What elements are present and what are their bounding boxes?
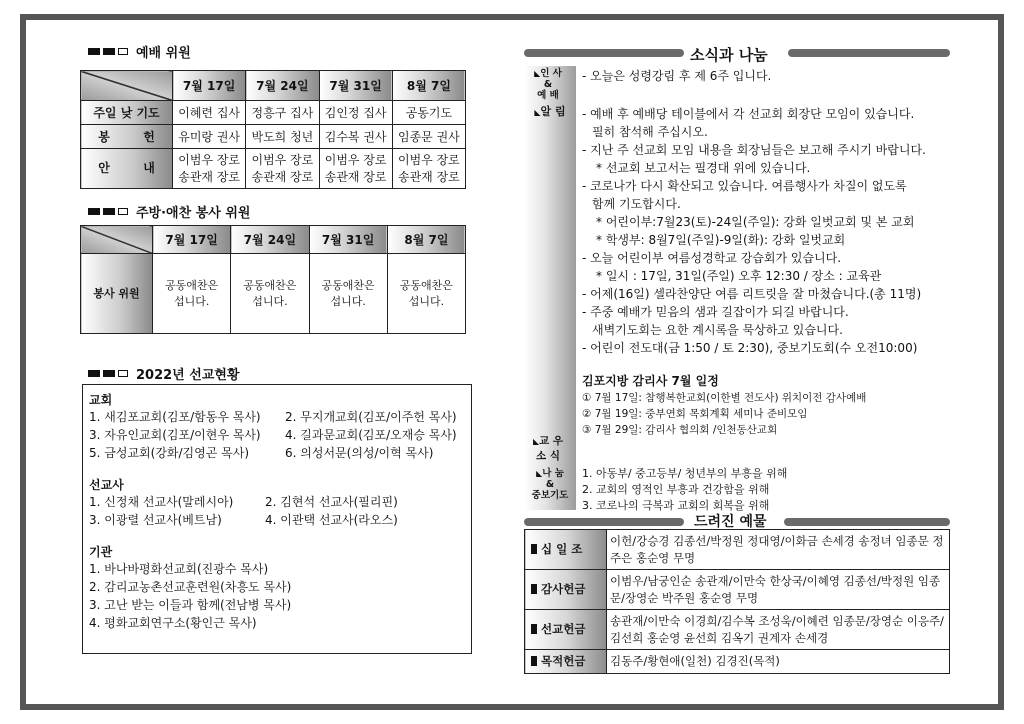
table-cell: 공동애찬은 섭니다.: [153, 254, 231, 334]
date-header: 7월 31일: [309, 226, 387, 254]
offering-names: 이범우/남궁인순 송관재/이만숙 한상국/이혜영 김종선/박정원 임종문/장영순 박주원 홍순영 무명: [607, 570, 950, 610]
row-label: 안 내: [81, 149, 173, 189]
list-item: 5. 금성교회(강화/김영곤 목사) 6. 의성서문(의성/이혁 목사): [89, 446, 434, 460]
notice-line: * 학생부: 8월7일(주일)-9일(화): 강화 일벗교회: [596, 233, 846, 247]
title-bar: [788, 49, 950, 57]
section-marker-icon: [88, 208, 128, 215]
offering-names: 김동주/황현애(일천) 김경진(목적): [607, 650, 950, 674]
notice-line: - 주중 예배가 믿음의 샘과 길잡이가 되길 바랍니다.: [582, 305, 849, 319]
table-cell: 공동기도: [392, 101, 465, 125]
table-cell: 김수복 권사: [319, 125, 392, 149]
row-label: 봉사 위원: [81, 254, 153, 334]
list-item: 2. 감리교농촌선교훈련원(차흥도 목사): [89, 580, 292, 594]
list-item: 1. 신정채 선교사(말레시아) 2. 김현석 선교사(필리핀): [89, 495, 398, 509]
row-label: 봉 헌: [81, 125, 173, 149]
table-cell: 공동애찬은 섭니다.: [309, 254, 387, 334]
date-header: 7월 31일: [319, 71, 392, 101]
offering-label: 선교헌금: [525, 610, 607, 650]
table-cell: 정흥구 집사: [246, 101, 319, 125]
mission-group-title: 기관: [89, 545, 113, 559]
notice-line: * 어린이부:7월23(토)-24일(주일): 강화 일벗교회 및 본 교회: [596, 215, 915, 229]
table-cell: 공동애찬은 섭니다.: [387, 254, 465, 334]
table-cell: 김인정 집사: [319, 101, 392, 125]
prayer-label: ◣나 눔 & 중보기도: [531, 468, 569, 501]
list-item: 1. 새김포교회(김포/함동우 목사) 2. 무지개교회(김포/이주헌 목사): [89, 410, 457, 424]
row-label: 주일 낮 기도: [81, 101, 173, 125]
notice-label: ◣알 림: [534, 105, 566, 118]
worship-table: [80, 70, 466, 189]
table-corner: [81, 226, 153, 254]
table-corner: [81, 71, 173, 101]
mission-heading: [88, 364, 240, 383]
notice-line: - 지난 주 선교회 모임 내용을 회장님들은 보고해 주시기 바랍니다.: [582, 143, 926, 157]
title-bar: [524, 518, 684, 526]
mission-group-title: 선교사: [89, 478, 124, 492]
district-item: ② 7월 19일: 중부연회 목회계획 세미나 준비모임: [582, 408, 808, 420]
mission-title: 2022년 선교현황: [136, 368, 240, 383]
greeting-label: ◣인 사 & 예 배: [534, 68, 562, 101]
date-header: 8월 7일: [392, 71, 465, 101]
prayer-item: 2. 교회의 영적인 부흥과 건강함을 위해: [582, 483, 770, 496]
table-cell: 유미랑 권사: [173, 125, 246, 149]
section-marker-icon: [88, 370, 128, 377]
date-header: 7월 24일: [231, 226, 309, 254]
district-item: ① 7월 17일: 참행복한교회(이한별 전도사) 위치이전 감사예배: [582, 392, 867, 404]
table-cell: 이범우 장로 송관재 장로: [392, 149, 465, 189]
table-cell: 이범우 장로 송관재 장로: [173, 149, 246, 189]
table-cell: 박도희 청년: [246, 125, 319, 149]
offerings-title: 드려진 예물: [694, 514, 767, 530]
list-item: 3. 자유인교회(김포/이현우 목사) 4. 길과문교회(김포/오재승 목사): [89, 428, 457, 442]
table-cell: 이혜련 집사: [173, 101, 246, 125]
prayer-item: 1. 아동부/ 중고등부/ 청년부의 부흥을 위해: [582, 467, 788, 480]
prayer-item: 3. 코로나의 극복과 교회의 회복을 위해: [582, 499, 770, 512]
date-header: 8월 7일: [387, 226, 465, 254]
notice-line: 새벽기도회는 요한 계시록을 묵상하고 있습니다.: [592, 323, 843, 337]
offering-label: 감사헌금: [525, 570, 607, 610]
date-header: 7월 17일: [173, 71, 246, 101]
table-cell: 공동애찬은 섭니다.: [231, 254, 309, 334]
kitchen-heading: [88, 202, 250, 221]
notice-line: 함께 기도합시다.: [592, 197, 681, 211]
title-bar: [784, 518, 950, 526]
date-header: 7월 17일: [153, 226, 231, 254]
section-marker-icon: [88, 48, 128, 55]
table-cell: 임종문 권사: [392, 125, 465, 149]
worship-heading: [88, 42, 191, 61]
kitchen-table: [80, 225, 466, 334]
title-bar: [524, 49, 684, 57]
list-item: 3. 이광렬 선교사(베트남) 4. 이관택 선교사(라오스): [89, 513, 398, 527]
list-item: 1. 바나바평화선교회(진광수 목사): [89, 562, 269, 576]
list-item: 4. 평화교회연구소(황인근 목사): [89, 616, 257, 630]
offering-names: 송관재/이만숙 이경희/김수복 조성욱/이혜련 임종문/장영순 이응주/김선희 홍순영 윤선희 김옥기 권계자 손세경: [607, 610, 950, 650]
offering-label: 목적헌금: [525, 650, 607, 674]
notice-line: * 선교회 보고서는 필경대 위에 있습니다.: [596, 161, 811, 175]
date-header: 7월 24일: [246, 71, 319, 101]
notice-line: - 어린이 전도대(금 1:50 / 토 2:30), 중보기도회(수 오전10:00): [582, 341, 918, 355]
notice-line: - 예배 후 예배당 테이블에서 각 선교회 회장단 모임이 있습니다.: [582, 107, 915, 121]
notice-line: * 일시 : 17일, 31일(주일) 오후 12:30 / 장소 : 교육관: [596, 269, 882, 283]
notice-line: - 오늘 어린이부 여름성경학교 강습회가 있습니다.: [582, 251, 842, 265]
greeting-text: - 오늘은 성령강림 후 제 6주 입니다.: [582, 69, 772, 83]
notice-line: - 코로나가 다시 확산되고 있습니다. 여름행사가 차질이 없도록: [582, 179, 907, 193]
worship-title: 예배 위원: [136, 46, 191, 61]
district-title: 김포지방 감리사 7월 일정: [582, 374, 719, 388]
offering-label: 십 일 조: [525, 530, 607, 570]
members-label: ◣교 우 소 식: [532, 435, 564, 462]
mission-box: [82, 384, 472, 654]
list-item: 3. 고난 받는 이들과 함께(전남병 목사): [89, 598, 292, 612]
news-title: 소식과 나눔: [690, 46, 768, 64]
kitchen-title: 주방·애찬 봉사 위원: [136, 206, 251, 221]
table-cell: 이범우 장로 송관재 장로: [246, 149, 319, 189]
district-item: ③ 7월 29일: 감리사 협의회 /인천동산교회: [582, 424, 778, 436]
notice-line: - 어제(16일) 셀라찬양단 여름 리트릿을 잘 마쳤습니다.(총 11명): [582, 287, 922, 301]
notice-line: 필히 참석해 주십시오.: [592, 125, 708, 139]
offering-names: 이헌/강승경 김종선/박정원 정대영/이화금 손세경 송정녀 임종문 정주은 홍순영 무명: [607, 530, 950, 570]
offerings-table: [524, 529, 950, 674]
mission-group-title: 교회: [89, 393, 113, 407]
table-cell: 이범우 장로 송관재 장로: [319, 149, 392, 189]
